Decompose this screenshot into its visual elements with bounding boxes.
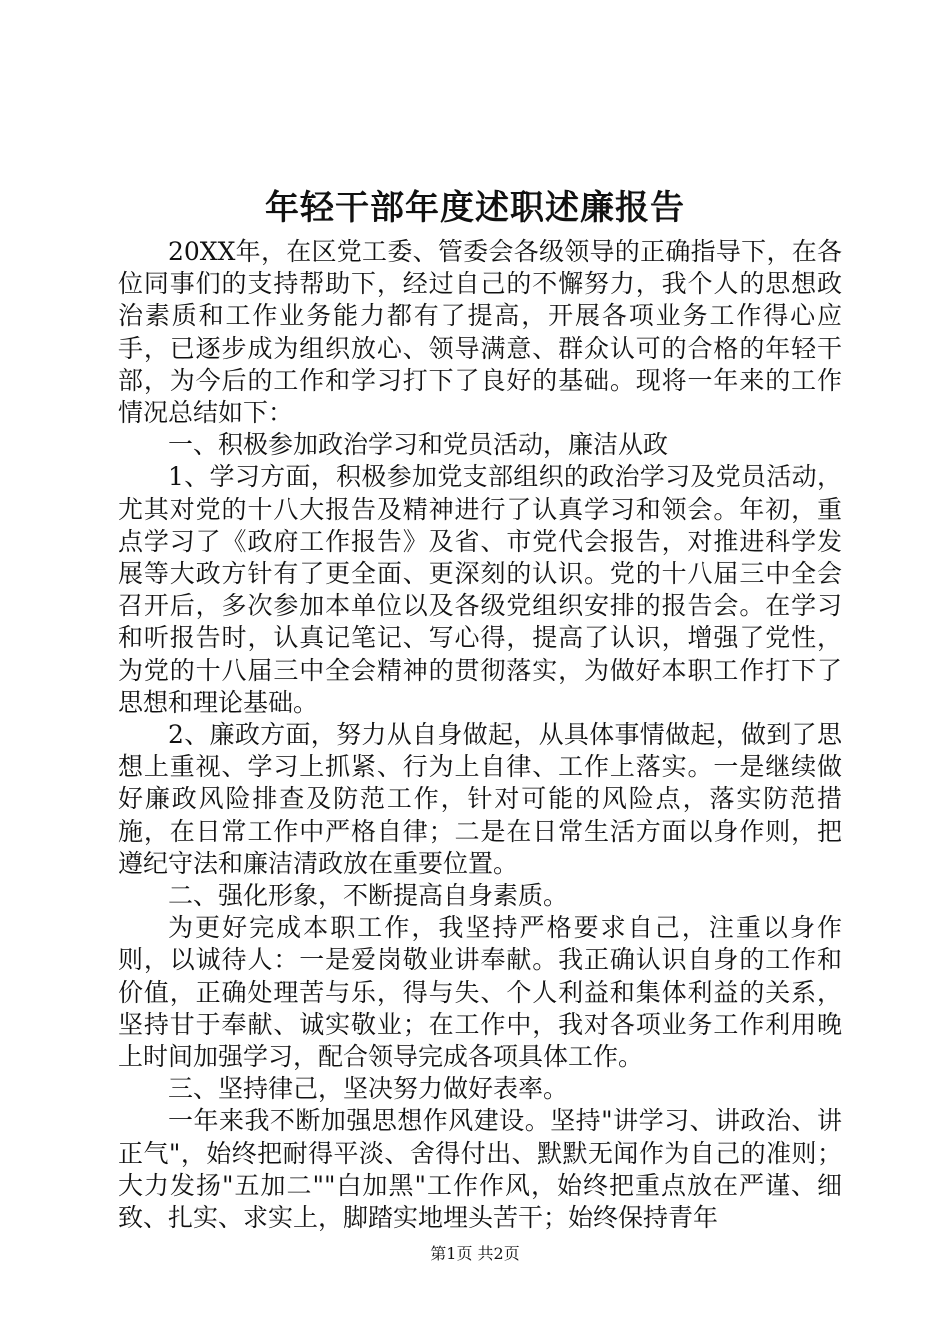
document-body [118, 236, 842, 1234]
paragraph-intro: 20XX年，在区党工委、管委会各级领导的正确指导下，在各位同事们的支持帮助下，经过自己的不懈努力，我个人的思想政治素质和工作业务能力都有了提高，开展各项业务工作得心应手，已逐步成为组织放心、领导满意、群众认可的合格的年轻干部，为今后的工作和学习打下了良好的基础。现将一年来的工作情况总结如下： [118, 237, 842, 428]
document-title: 年轻干部年度述职述廉报告 [265, 188, 685, 228]
section-heading-1: 一、积极参加政治学习和党员活动，廉洁从政 [168, 430, 669, 460]
paragraph-study: 1、学习方面，积极参加党支部组织的政治学习及党员活动，尤其对党的十八大报告及精神进行了认真学习和领会。年初，重点学习了《政府工作报告》及省、市党代会报告，对推进科学发展等大政方针有了更全面、更深刻的认识。党的十八届三中全会召开后，多次参加本单位以及各级党组织安排的报告会。在学习和听报告时，认真记笔记、写心得，提高了认识，增强了党性，为党的十八届三中全会精神的贯彻落实，为做好本职工作打下了思想和理论基础。 [118, 462, 842, 717]
page-footer: 第1页 共2页 [430, 1244, 520, 1263]
section-heading-2: 二、强化形象，不断提高自身素质。 [168, 881, 569, 911]
paragraph-integrity: 2、廉政方面，努力从自身做起，从具体事情做起，做到了思想上重视、学习上抓紧、行为上自律、工作上落实。一是继续做好廉政风险排查及防范工作，针对可能的风险点，落实防范措施，在日常工作中严格自律；二是在日常生活方面以身作则，把遵纪守法和廉洁清政放在重要位置。 [118, 720, 842, 878]
paragraph-discipline: 一年来我不断加强思想作风建设。坚持"讲学习、讲政治、讲正气"，始终把耐得平淡、舍得付出、默默无闻作为自己的准则；大力发扬"五加二""白加黑"工作作风，始终把重点放在严谨、细致、扎实、求实上，脚踏实地埋头苦干；始终保持青年 [118, 1106, 842, 1233]
section-heading-3: 三、坚持律己，坚决努力做好表率。 [168, 1074, 569, 1104]
paragraph-image: 为更好完成本职工作，我坚持严格要求自己，注重以身作则，以诚待人：一是爱岗敬业讲奉献。我正确认识自身的工作和价值，正确处理苦与乐，得与失、个人利益和集体利益的关系，坚持甘于奉献、诚实敬业；在工作中，我对各项业务工作利用晚上时间加强学习，配合领导完成各项具体工作。 [118, 913, 842, 1072]
